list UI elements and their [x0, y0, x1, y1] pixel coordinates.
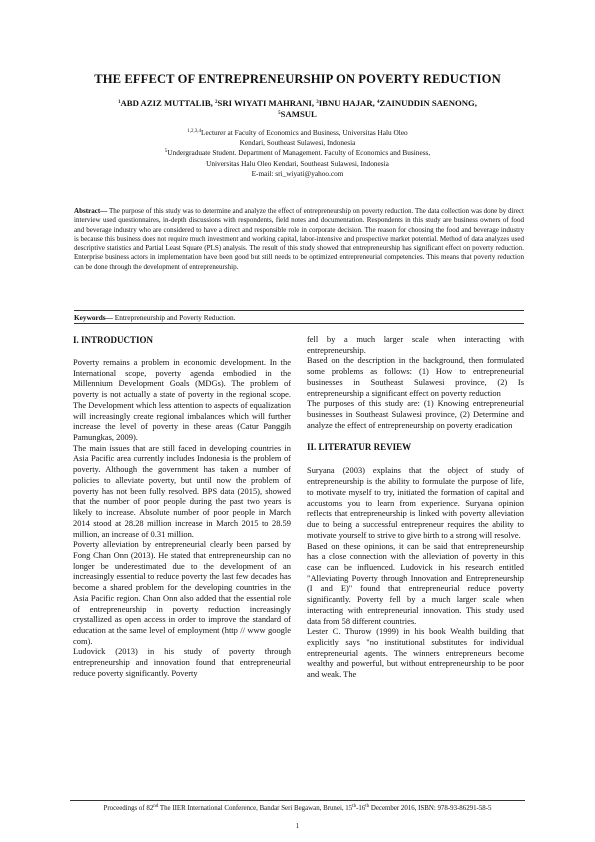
author-5-name: SAMSUL — [280, 109, 317, 119]
paragraph: The purposes of this study are: (1) Knowing entrepreneurial businesses in Southeast Sulawesi province, (2) Determine and analyze the effect of entrepreneurship on poverty eradication — [307, 398, 524, 430]
paragraph: Ludovick (2013) in his study of poverty through entrepreneurship and innovation found that entrepreneurial reduce poverty significantly. Poverty — [73, 646, 291, 678]
author-line-1 — [60, 98, 535, 109]
contact-email: E-mail: sri_wiyati@yahoo.com — [251, 168, 344, 178]
footer-rule — [70, 800, 525, 801]
abstract — [74, 207, 524, 272]
affiliation-2-line-2: Universitas Halu Oleo Kendari, Southeast Sulawesi, Indonesia — [206, 158, 389, 168]
keywords-top-rule — [74, 310, 524, 311]
keywords-label: Keywords— — [74, 313, 113, 322]
author-4-sup: 4 — [376, 100, 380, 105]
affiliation-2-text: Undergraduate Student. Department of Management. Faculty of Economics and Business, — [167, 148, 431, 158]
paragraph: The main issues that are still faced in developing countries in Asia Pacific area currently includes Indonesia is the problem of poverty. Although the government has taken a number of policies to alleviate poverty, but until now the problem of poverty has not been fully resolved. BPS data (2015), showed that the number of poor people during the past two years is likely to increase. Absolute number of poor people in March 2014 stood at 28.28 million increase in March 2015 to 28.59 million, an increase of 0.31 million. — [73, 442, 291, 539]
author-list — [60, 98, 535, 120]
proceedings-footer — [70, 805, 525, 812]
author-2-name: SRI WIYATI MAHRANI, — [217, 98, 317, 108]
paper-title: THE EFFECT OF ENTREPRENEURSHIP ON POVERTY REDUCTION — [94, 72, 501, 86]
section-heading-literature-review: II. LITERATUR REVIEW — [307, 442, 412, 453]
footer-text-1: Proceedings of 82 — [103, 805, 154, 812]
paragraph: Poverty remains a problem in economic development. In the International scope, poverty agenda embodied in the Millennium Development Goals (MDGs). The problem of poverty is not actually a state of poverty in the regional scope. The Development which less attention to aspects of equalization will increasingly create regional imbalances which will further increase the level of poverty in these areas (Catur Panggih Pamungkas, 2009). — [73, 357, 291, 443]
paragraph: Poverty alleviation by entrepreneurial clearly been parsed by Fong Chan Onn (2013). He stated that entrepreneurship can no longer be underestimated due to the development of an increasingly essential to reduce poverty the last few decades has become a shared problem for the developing countries in the Asia Pacific region. Chan Onn also added that the essential role of entrepreneurship in poverty reduction increasingly crystallized as open access in order to improve the standard of education at the same level of employment (http // www google com). — [73, 539, 291, 646]
affiliation-1-text: Lecturer at Faculty of Economics and Business, Universitas Halu Oleo — [201, 128, 408, 137]
affiliation-1-line-2: Kendari, Southeast Sulawesi, Indonesia — [239, 138, 356, 148]
author-4-name: ZAINUDDIN SAENONG, — [379, 98, 477, 108]
page-number: 1 — [295, 822, 300, 830]
footer-text-3: -16 — [356, 805, 366, 812]
section-heading-introduction: I. INTRODUCTION — [73, 335, 154, 345]
footer-text-2: The IIER International Conference, Bandar Seri Begawan, Brunei, 15 — [158, 805, 353, 812]
footer-sup-3: th — [365, 804, 370, 809]
affiliation-1-line-1 — [90, 128, 505, 138]
author-line-2 — [60, 109, 535, 120]
author-1-name: ABD AZIZ MUTTALIB, — [120, 98, 215, 108]
footer-text-4: December 2016, ISBN: 978-93-86291-58-5 — [369, 805, 492, 812]
keywords — [74, 313, 524, 322]
keywords-text: Entrepreneurship and Poverty Reduction. — [112, 313, 236, 322]
footer-sup-1: nd — [153, 804, 159, 809]
abstract-text: The purpose of this study was to determine and analyze the effect of entrepreneurship on poverty reduction. The data collection was done by direct interview used questionnaires, in-depth discussions with respondents, field notes and documentation. Respondents in this study are business owners of food and beverage industry who are considered to have a direct and responsible role in corporate decision. The reason for choosing the food and beverage industry is because this business does not require much investment and working capital, labor-intensive and prospective market potential. Method of data analyzes used descriptive statistics and Partial Least Square (PLS) analysis. The result of this study showed that entrepreneurship has significant effect on poverty reduction. Enterprise business actors in implementation have been good but still needs to be optimized entrepreneurial competencies. This means that poverty reduction can be done through the development of entrepreneurship. — [74, 207, 524, 271]
left-column — [73, 335, 291, 679]
paragraph: Suryana (2003) explains that the object of study of entrepreneurship is the ability to formulate the purpose of life, to motivate myself to try, initiated the formation of capital and accustoms you to learn from experience. Suryana opinion reflects that entrepreneurship is linked with poverty alleviation due to being a successful entrepreneur requires the ability to motivate yourself to strive to give birth to a strong will resolve. — [307, 465, 524, 540]
right-column — [307, 334, 524, 680]
paragraph: Based on these opinions, it can be said that entrepreneurship has a close connection with the alleviation of poverty in this case can be influenced. Ludovick in his research entitled "Alleviating Poverty through Innovation and Entrepreneurship (I and E)" found that entrepreneurial reduce poverty significantly. Poverty fell by a much larger scale when interacting with entrepreneurial innovation. This study used data from 58 different countries. — [307, 540, 524, 626]
paragraph: Lester C. Thurow (1999) in his book Wealth building that explicitly says "no institutional substitutes for individual entrepreneurial agents. The winners entrepreneurs become wealthy and powerful, but without entrepreneurship to be poor and weak. The — [307, 626, 524, 680]
author-3-name: IBNU HAJAR, — [318, 98, 377, 108]
author-3-sup: 3 — [316, 100, 319, 105]
keywords-bottom-rule — [74, 323, 524, 324]
affiliation-1-sup: 1,2,3,4 — [187, 129, 202, 134]
author-2-sup: 2 — [214, 100, 218, 105]
footer-sup-2: th — [352, 804, 357, 809]
affiliation-2-line-1 — [90, 148, 505, 158]
paragraph: fell by a much larger scale when interacting with entrepreneurship. — [307, 334, 524, 355]
affiliations — [90, 128, 505, 179]
author-1-sup: 1 — [118, 100, 121, 105]
author-5-sup: 5 — [278, 111, 281, 116]
abstract-label: Abstract— — [74, 207, 108, 215]
affiliation-2-sup: 5 — [164, 149, 168, 155]
paragraph: Based on the description in the background, then formulated some problems as follows: (1) How to entrepreneurial businesses in Southeast Sulawesi province, (2) Is entrepreneurship a significant effect on poverty reduction — [307, 355, 524, 398]
